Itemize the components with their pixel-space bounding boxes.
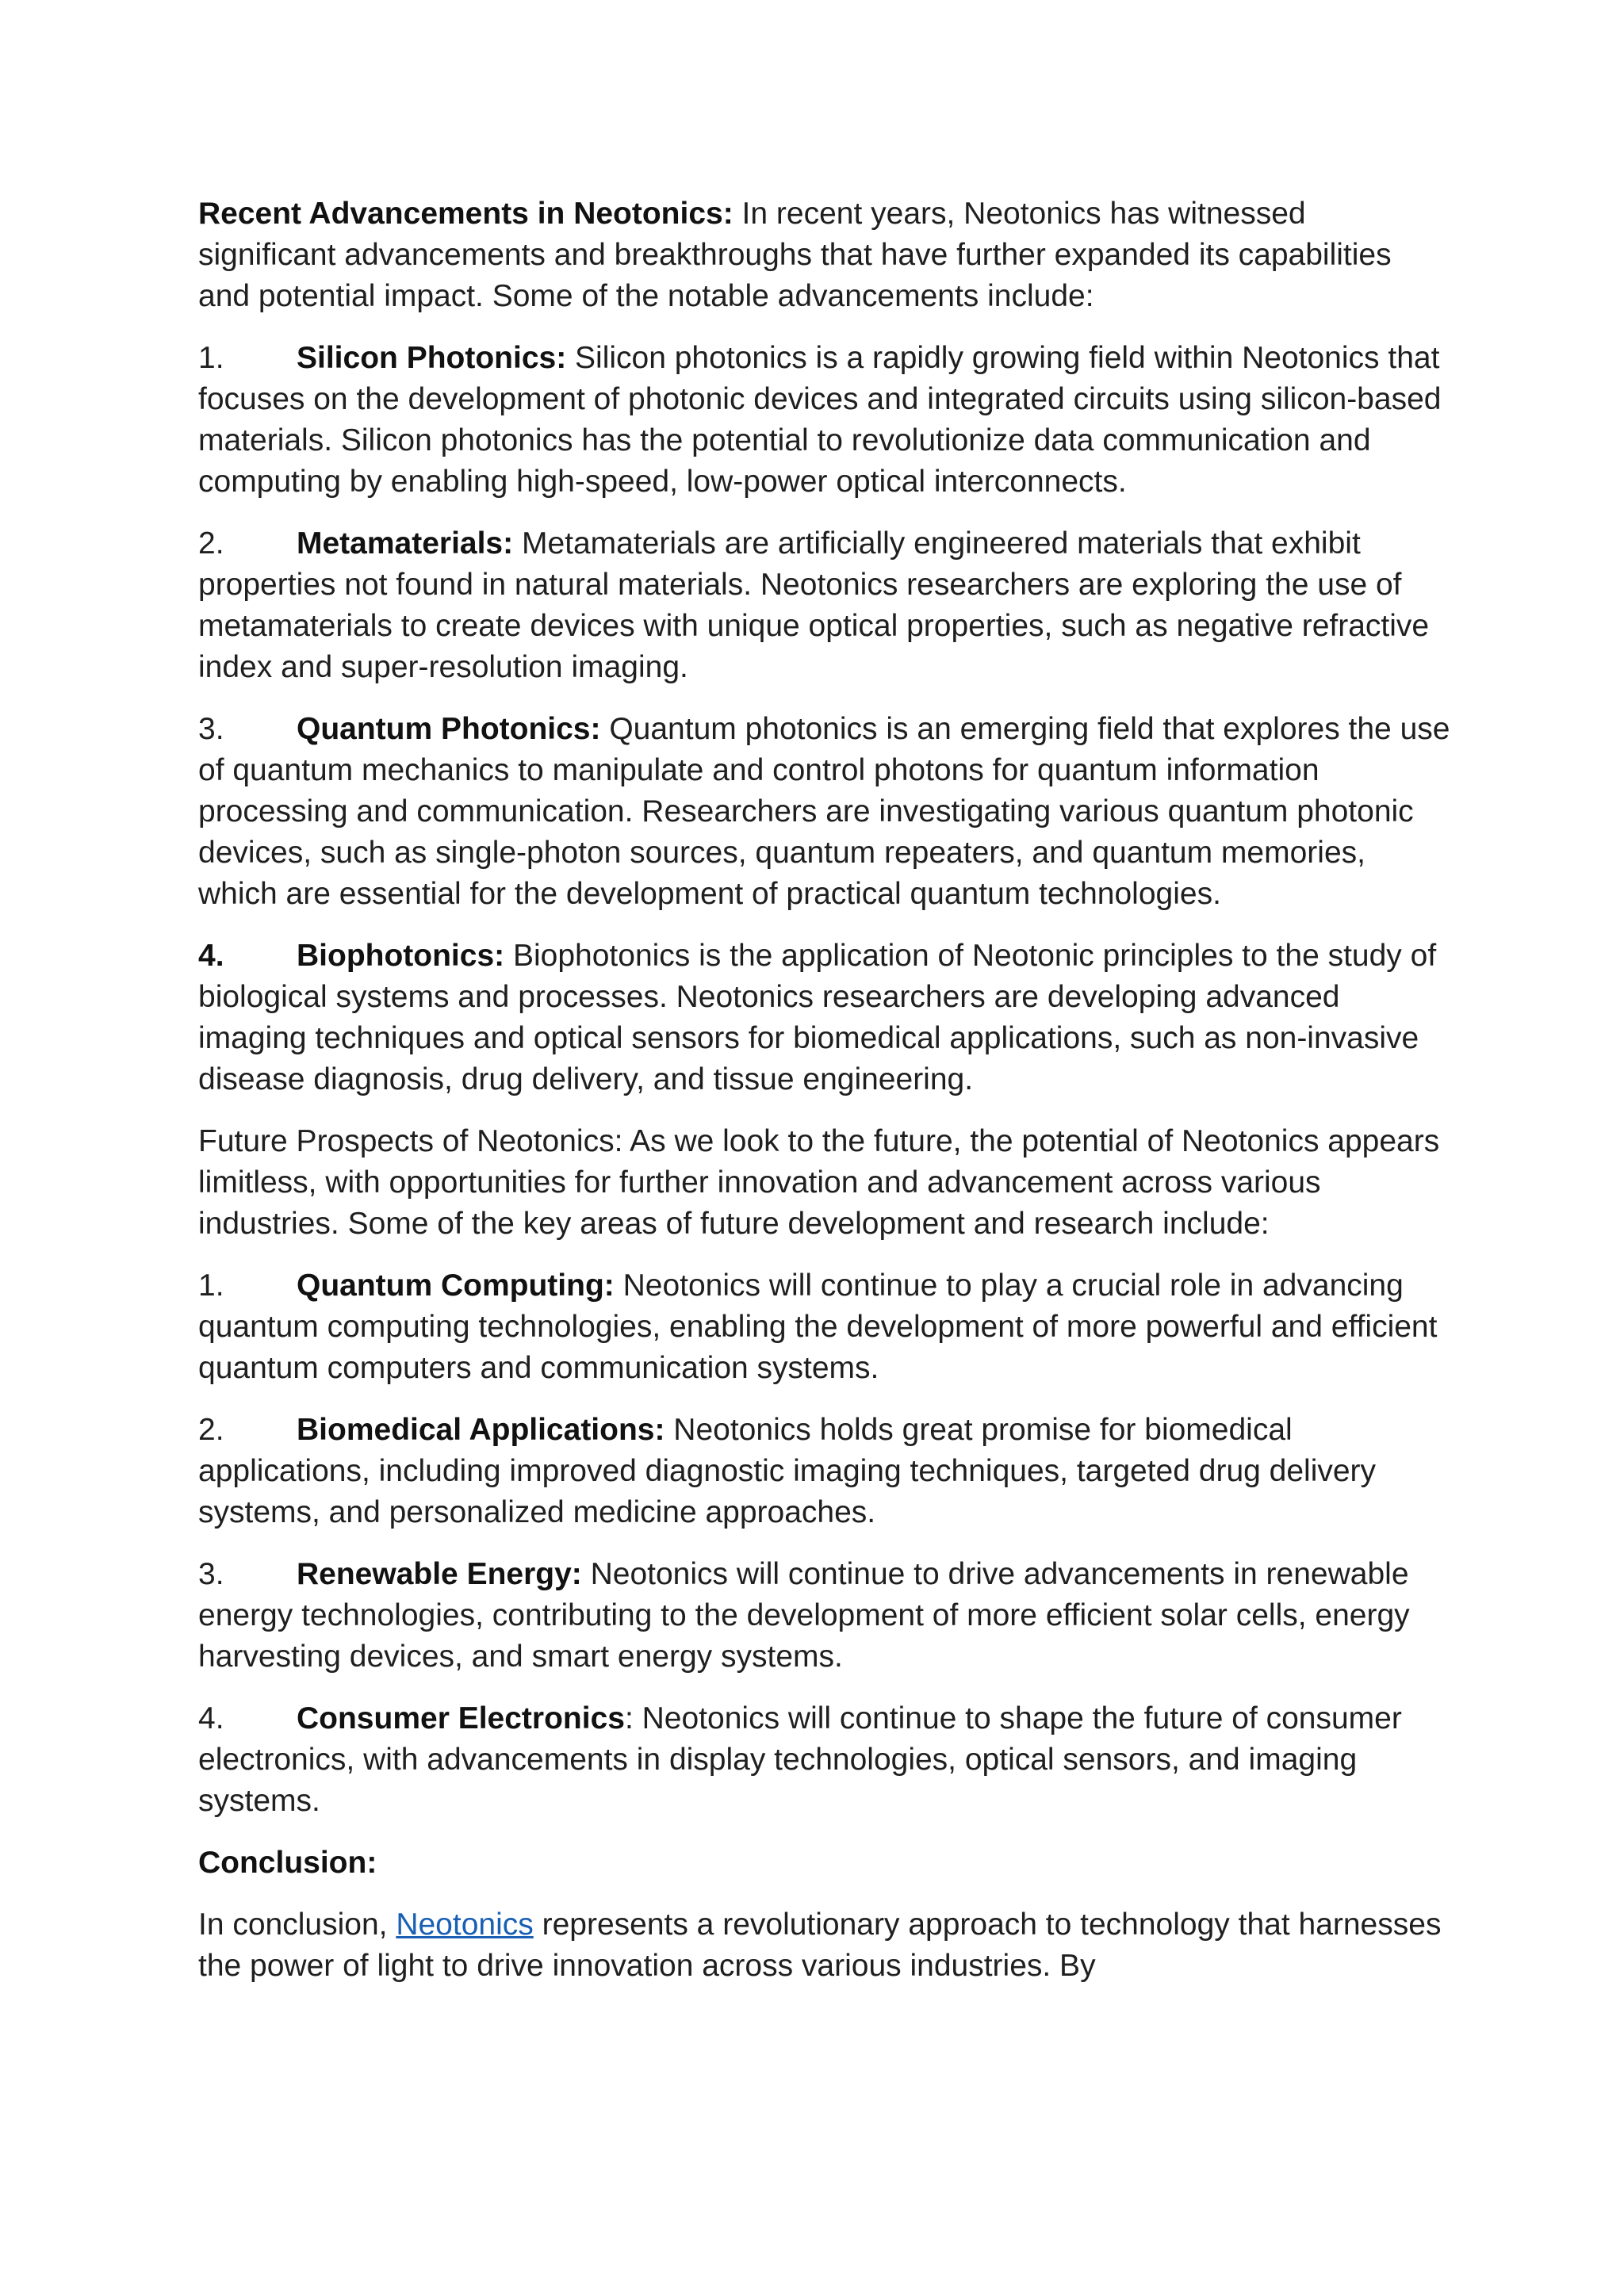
item-number: 1. <box>198 341 224 375</box>
item-text: Neotonics holds great promise for biomedical applications, including improved diagnostic imaging techniques, targeted drug delivery systems, and personalized medicine approaches. <box>198 1413 1377 1529</box>
item-title: Metamaterials: <box>297 526 514 561</box>
advancement-item-silicon-photonics <box>198 338 1451 503</box>
advancement-item-biophotonics <box>198 936 1451 1100</box>
item-title: Silicon Photonics: <box>297 341 567 375</box>
future-item-biomedical-applications <box>198 1410 1451 1533</box>
item-number: 3. <box>198 712 224 746</box>
future-item-consumer-electronics <box>198 1698 1451 1822</box>
advancement-item-quantum-photonics <box>198 709 1451 915</box>
conclusion-suffix: represents a revolutionary approach to technology that harnesses the power of light to drive innovation across various industries. By <box>198 1908 1442 1983</box>
item-title: Quantum Computing: <box>297 1269 615 1303</box>
future-paragraph: Future Prospects of Neotonics: As we look to the future, the potential of Neotonics appears limitless, with opportunities for further innovation and advancement across various industries. Some of the key areas of future development and research include: <box>198 1124 1440 1241</box>
intro-paragraph <box>198 193 1451 317</box>
neotonics-link[interactable]: Neotonics <box>396 1908 534 1942</box>
document-page <box>198 193 1451 2007</box>
item-text: Biophotonics is the application of Neotonic principles to the study of biological systems and processes. Neotonics researchers are developing advanced imaging techniques and optical sensors for biomedical applications, such as non-invasive disease diagnosis, drug delivery, and tissue engineering. <box>198 939 1437 1096</box>
intro-text: In recent years, Neotonics has witnessed significant advancements and breakthroughs that have further expanded its capabilities and potential impact. Some of the notable advancements include: <box>198 197 1392 313</box>
item-number: 1. <box>198 1269 224 1303</box>
item-number: 2. <box>198 1413 224 1447</box>
conclusion-paragraph <box>198 1904 1451 1987</box>
item-text: Silicon photonics is a rapidly growing field within Neotonics that focuses on the development of photonic devices and integrated circuits using silicon-based materials. Silicon photonics has the potential to revolutionize data communication and computing by enabling high-speed, low-power optical interconnects. <box>198 341 1442 499</box>
future-item-quantum-computing <box>198 1265 1451 1389</box>
intro-title: Recent Advancements in Neotonics: <box>198 197 733 231</box>
item-text: Neotonics will continue to drive advancements in renewable energy technologies, contributing to the development of more efficient solar cells, energy harvesting devices, and smart energy systems. <box>198 1557 1410 1674</box>
item-text: : Neotonics will continue to shape the future of consumer electronics, with advancements in display technologies, optical sensors, and imaging systems. <box>198 1701 1402 1818</box>
item-number: 4. <box>198 1701 224 1735</box>
advancement-item-metamaterials <box>198 523 1451 688</box>
item-title: Quantum Photonics: <box>297 712 601 746</box>
item-title: Renewable Energy: <box>297 1557 582 1591</box>
item-title: Consumer Electronics <box>297 1701 625 1735</box>
item-number: 4. <box>198 939 224 973</box>
item-title: Biophotonics: <box>297 939 505 973</box>
item-text: Metamaterials are artificially engineered materials that exhibit properties not found in natural materials. Neotonics researchers are exploring the use of metamaterials to create devices with unique optical properties, such as negative refractive index and super-resolution imaging. <box>198 526 1430 684</box>
item-text: Neotonics will continue to play a crucial role in advancing quantum computing technologies, enabling the development of more powerful and efficient quantum computers and communication systems. <box>198 1269 1438 1385</box>
conclusion-prefix: In conclusion, <box>198 1908 396 1942</box>
conclusion-heading: Conclusion: <box>198 1846 377 1880</box>
item-number: 3. <box>198 1557 224 1591</box>
item-text: Quantum photonics is an emerging field that explores the use of quantum mechanics to manipulate and control photons for quantum information processing and communication. Researchers are investigating various quantum photonic devices, such as single-photon sources, quantum repeaters, and quantum memories, which are essential for the development of practical quantum technologies. <box>198 712 1450 911</box>
item-number: 2. <box>198 526 224 561</box>
future-item-renewable-energy <box>198 1554 1451 1678</box>
item-title: Biomedical Applications: <box>297 1413 665 1447</box>
